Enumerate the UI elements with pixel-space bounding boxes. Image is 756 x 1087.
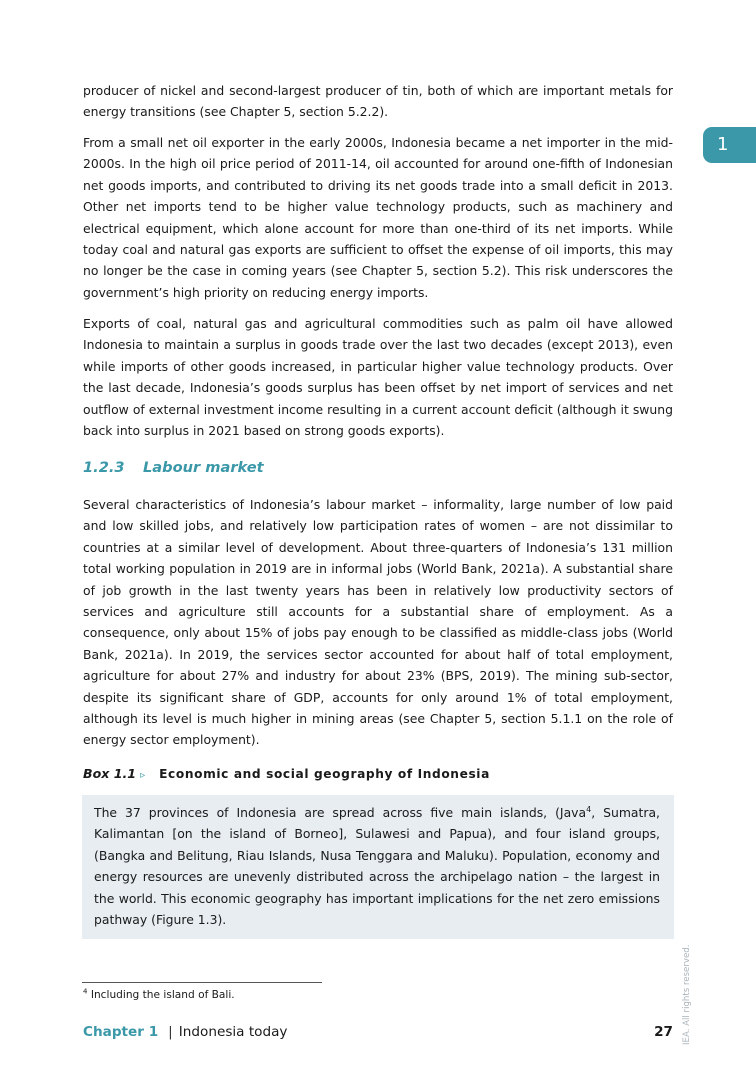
box-text-end: , Sumatra, Kalimantan [on the island of Borneo], Sulawesi and Papua), and four island groups, (Bangka and Belitung, Riau Islands, Nusa Tenggara and Maluku). Population, economy and energy resources are unevenly distributed across the archipelago nation – the largest in the world. This economic geography has important implications for the net zero emissions pathway (Figure 1.3). (94, 805, 660, 928)
chapter-tab[interactable]: 1 (703, 127, 756, 163)
footer-title: Indonesia today (178, 1024, 288, 1040)
paragraph-labour-market: Several characteristics of Indonesia’s labour market – informality, large number of low paid and low skilled jobs, and relatively low participation rates of women – are not dissimilar to countries at a similar level of development. About three-quarters of Indonesia’s 131 million total working population in 2019 are in informal jobs (World Bank, 2021a). A substantial share of job growth in the last twenty years has been in relatively low productivity sectors of services and agriculture still accounts for a substantial share of employment. As a consequence, only about 15% of jobs pay enough to be classified as middle-class jobs (World Bank, 2021a). In 2019, the services sector accounted for about half of total employment, agriculture for about 27% and industry for about 23% (BPS, 2019). The mining sub-sector, despite its significant share of GDP, accounts for only around 1% of total employment, although its level is much higher in mining areas (see Chapter 5, section 5.1.1 on the role of energy sector employment). (83, 497, 673, 748)
page-footer (83, 1024, 287, 1040)
footer-separator: | (168, 1024, 173, 1040)
box-panel (82, 795, 674, 939)
box-heading (83, 766, 490, 781)
footnote-divider (82, 982, 322, 983)
section-heading-labour-market (83, 459, 264, 476)
box-title: Economic and social geography of Indonesia (159, 767, 490, 781)
copyright-notice: IEA. All rights reserved. (682, 944, 692, 1045)
triangle-marker-icon: ▹ (140, 770, 146, 781)
paragraph-oil-imports: From a small net oil exporter in the early 2000s, Indonesia became a net importer in the mid-2000s. In the high oil price period of 2011-14, oil accounted for around one-fifth of Indonesian net goods imports, and contributed to driving its net goods trade into a small deficit in 2013. Other net imports tend to be higher value technology products, such as machinery and electrical equipment, which alone account for more than one-third of its net imports. While today coal and natural gas exports are sufficient to offset the expense of oil imports, this may no longer be the case in coming years (see Chapter 5, section 5.2). This risk underscores the government’s high priority on reducing energy imports. (83, 135, 673, 300)
footnote-mark: 4 (83, 987, 88, 996)
footnote-text: Including the island of Bali. (87, 989, 235, 1001)
footnote (83, 988, 235, 1002)
box-number: Box 1.1 (83, 766, 137, 781)
footer-chapter: Chapter 1 (83, 1024, 159, 1040)
box-text (94, 802, 660, 930)
paragraph-nickel-tin: producer of nickel and second-largest producer of tin, both of which are important metals for energy transitions (see Chapter 5, section 5.2.2). (83, 83, 673, 120)
footnote-reference[interactable]: 4 (586, 804, 592, 814)
paragraph-trade-surplus: Exports of coal, natural gas and agricultural commodities such as palm oil have allowed Indonesia to maintain a surplus in goods trade over the last two decades (except 2013), even while imports of other goods increased, in particular higher value technology products. Over the last decade, Indonesia’s goods surplus has been offset by net import of services and net outflow of external investment income resulting in a current account deficit (although it swung back into surplus in 2021 based on strong goods exports). (83, 316, 673, 439)
section-number: 1.2.3 (83, 459, 125, 476)
section-title: Labour market (143, 459, 264, 476)
page-number: 27 (654, 1024, 673, 1040)
box-text-start: The 37 provinces of Indonesia are spread across five main islands, (Java (94, 805, 587, 820)
